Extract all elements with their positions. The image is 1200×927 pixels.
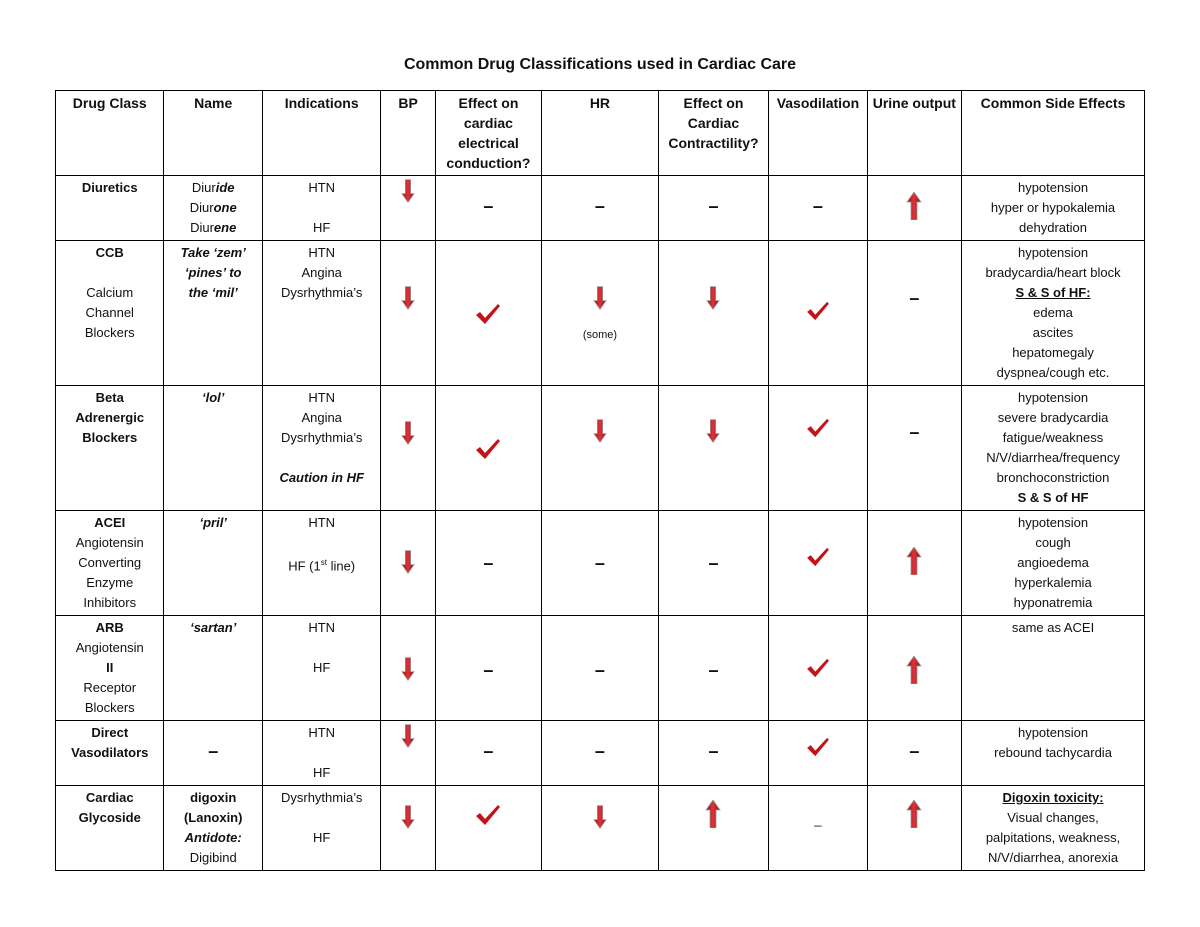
drug-name-cell bbox=[164, 176, 262, 241]
indication: HTN bbox=[308, 725, 336, 740]
bp-cell bbox=[381, 176, 435, 241]
name-stem: Diur bbox=[189, 200, 214, 215]
hr-cell bbox=[542, 616, 659, 721]
side-effect: hypotension bbox=[1017, 390, 1089, 405]
arrow-down-icon bbox=[401, 178, 415, 204]
contractility-cell bbox=[658, 721, 769, 786]
side-effect: cough bbox=[1035, 535, 1071, 550]
vasodilation-cell bbox=[769, 386, 867, 511]
side-effects-cell bbox=[962, 176, 1145, 241]
arrow-down-icon bbox=[401, 804, 415, 830]
side-effects-cell bbox=[962, 386, 1145, 511]
vasodilation-cell bbox=[769, 616, 867, 721]
table-row bbox=[56, 616, 1145, 721]
conduction-cell bbox=[435, 786, 541, 871]
table-row bbox=[56, 721, 1145, 786]
drug-name-line: ‘lol’ bbox=[202, 390, 225, 405]
side-effects-cell bbox=[962, 511, 1145, 616]
spacer bbox=[59, 263, 160, 283]
drug-class-label: Adrenergic bbox=[75, 410, 145, 425]
conduction-cell bbox=[435, 511, 541, 616]
checkmark-icon bbox=[806, 301, 830, 321]
bp-cell bbox=[381, 241, 435, 386]
side-effect: hyper or hypokalemia bbox=[990, 200, 1116, 215]
drug-name-cell bbox=[164, 386, 262, 511]
caution-note: Caution in HF bbox=[279, 470, 364, 485]
urine-output-cell bbox=[867, 511, 961, 616]
side-effect: hyponatremia bbox=[1013, 595, 1093, 610]
conduction-cell bbox=[435, 241, 541, 386]
arrow-up-icon bbox=[906, 192, 922, 220]
dash-symbol: – bbox=[708, 553, 719, 573]
header-drug-class: Drug Class bbox=[56, 91, 164, 176]
side-effects-cell bbox=[962, 616, 1145, 721]
drug-class-label: Glycoside bbox=[78, 810, 141, 825]
indications-cell bbox=[262, 721, 381, 786]
indication: Dysrhythmia’s bbox=[280, 430, 363, 445]
arrow-up-icon bbox=[906, 656, 922, 684]
dash-symbol: – bbox=[909, 741, 920, 761]
contractility-cell bbox=[658, 786, 769, 871]
indication: HF bbox=[313, 830, 331, 845]
drug-name-cell bbox=[164, 786, 262, 871]
urine-output-cell bbox=[867, 176, 961, 241]
side-effect-heading: Digoxin toxicity: bbox=[1002, 790, 1104, 805]
indication: Dysrhythmia’s bbox=[280, 285, 363, 300]
checkmark-icon bbox=[806, 547, 830, 567]
drug-name-line: ‘pines’ to bbox=[184, 265, 242, 280]
drug-class-cell bbox=[56, 511, 164, 616]
drug-classification-table bbox=[55, 90, 1145, 871]
checkmark-icon bbox=[475, 804, 501, 826]
urine-output-cell bbox=[867, 786, 961, 871]
drug-name-line: ‘pril’ bbox=[199, 515, 227, 530]
side-effect-heading: S & S of HF bbox=[1017, 490, 1089, 505]
drug-class-detail: Angiotensin bbox=[75, 535, 144, 550]
arrow-down-icon bbox=[706, 418, 720, 444]
contractility-cell bbox=[658, 511, 769, 616]
drug-name-line bbox=[167, 178, 258, 198]
drug-class-label: ARB bbox=[95, 620, 124, 635]
side-effect: bronchoconstriction bbox=[996, 470, 1110, 485]
side-effect: hypotension bbox=[1017, 725, 1089, 740]
drug-name-line: (Lanoxin) bbox=[183, 810, 243, 825]
arrow-up-icon bbox=[705, 800, 721, 828]
bp-cell bbox=[381, 386, 435, 511]
drug-name-line: the ‘mil’ bbox=[188, 285, 238, 300]
vasodilation-cell bbox=[769, 176, 867, 241]
arrow-down-icon bbox=[593, 418, 607, 444]
side-effect: dehydration bbox=[1019, 220, 1087, 235]
side-effect: hepatomegaly bbox=[1012, 345, 1094, 360]
drug-class-label: Cardiac bbox=[85, 790, 134, 805]
side-effect: N/V/diarrhea, anorexia bbox=[987, 850, 1119, 865]
dash-symbol: – bbox=[594, 553, 605, 573]
header-name: Name bbox=[164, 91, 262, 176]
dash-symbol: – bbox=[594, 196, 605, 216]
arrow-up-icon bbox=[906, 547, 922, 575]
side-effect: hyperkalemia bbox=[1014, 575, 1092, 590]
dash-symbol: – bbox=[483, 741, 494, 761]
side-effect: same as ACEI bbox=[1011, 620, 1095, 635]
table-row bbox=[56, 176, 1145, 241]
urine-output-cell bbox=[867, 241, 961, 386]
drug-class-detail: Blockers bbox=[84, 325, 135, 340]
name-suffix: ide bbox=[215, 180, 235, 195]
antidote-name: Digibind bbox=[189, 850, 237, 865]
name-stem: Diur bbox=[191, 180, 216, 195]
indication: HTN bbox=[308, 620, 336, 635]
name-suffix: ene bbox=[213, 220, 237, 235]
indications-cell bbox=[262, 616, 381, 721]
drug-class-detail: Angiotensin bbox=[75, 640, 144, 655]
antidote-label: Antidote: bbox=[184, 830, 242, 845]
header-conduction: Effect on cardiac electrical conduction? bbox=[435, 91, 541, 176]
checkmark-icon bbox=[806, 658, 830, 678]
hr-cell bbox=[542, 721, 659, 786]
dash-symbol: – bbox=[708, 660, 719, 680]
dash-symbol: – bbox=[708, 741, 719, 761]
contractility-cell bbox=[658, 616, 769, 721]
side-effect: N/V/diarrhea/frequency bbox=[986, 450, 1120, 465]
drug-class-detail: Receptor bbox=[83, 680, 137, 695]
drug-class-cell bbox=[56, 616, 164, 721]
indication: HF bbox=[313, 220, 331, 235]
arrow-down-icon bbox=[401, 723, 415, 749]
drug-name-cell bbox=[164, 511, 262, 616]
indications-cell bbox=[262, 386, 381, 511]
header-contractility: Effect on Cardiac Contractility? bbox=[658, 91, 769, 176]
side-effect: severe bradycardia bbox=[997, 410, 1109, 425]
dash-symbol: – bbox=[208, 741, 219, 761]
indication: HF bbox=[313, 765, 331, 780]
dash-symbol: – bbox=[909, 288, 920, 308]
drug-class-detail: Inhibitors bbox=[83, 595, 137, 610]
drug-class-label: Vasodilators bbox=[71, 745, 149, 760]
hr-cell bbox=[542, 386, 659, 511]
indication: HTN bbox=[308, 515, 336, 530]
side-effects-cell bbox=[962, 241, 1145, 386]
table-row bbox=[56, 386, 1145, 511]
side-effect-heading: S & S of HF: bbox=[1015, 285, 1091, 300]
urine-output-cell bbox=[867, 616, 961, 721]
indication: Angina bbox=[301, 265, 342, 280]
vasodilation-cell bbox=[769, 241, 867, 386]
drug-name-line bbox=[167, 218, 258, 238]
table-row bbox=[56, 511, 1145, 616]
vasodilation-cell bbox=[769, 721, 867, 786]
drug-class-detail: II bbox=[106, 660, 114, 675]
drug-class-cell bbox=[56, 176, 164, 241]
dash-symbol: – bbox=[594, 741, 605, 761]
arrow-down-icon bbox=[401, 549, 415, 575]
header-side-effects: Common Side Effects bbox=[962, 91, 1145, 176]
arrow-down-icon bbox=[593, 804, 607, 830]
urine-output-cell bbox=[867, 721, 961, 786]
side-effect: edema bbox=[1033, 305, 1073, 320]
conduction-cell bbox=[435, 386, 541, 511]
contractility-cell bbox=[658, 176, 769, 241]
drug-name-line bbox=[167, 198, 258, 218]
bp-cell bbox=[381, 511, 435, 616]
drug-class-label: CCB bbox=[95, 245, 124, 260]
bp-cell bbox=[381, 721, 435, 786]
name-stem: Diur bbox=[190, 220, 214, 235]
indication: Angina bbox=[301, 410, 342, 425]
drug-class-label: Diuretics bbox=[81, 180, 138, 195]
indication: HTN bbox=[308, 390, 336, 405]
drug-name-cell bbox=[164, 616, 262, 721]
side-effect: bradycardia/heart block bbox=[985, 265, 1121, 280]
indication: HTN bbox=[308, 180, 336, 195]
indication-text: line) bbox=[326, 558, 356, 574]
conduction-cell bbox=[435, 616, 541, 721]
side-effect: palpitations, weakness, bbox=[985, 830, 1121, 845]
vasodilation-cell bbox=[769, 511, 867, 616]
dash-symbol: _ bbox=[814, 812, 822, 827]
drug-name-line: ‘sartan’ bbox=[190, 620, 237, 635]
indication: HF bbox=[313, 660, 331, 675]
header-hr: HR bbox=[542, 91, 659, 176]
indication bbox=[266, 553, 378, 576]
dash-symbol: – bbox=[708, 196, 719, 216]
drug-class-detail: Converting bbox=[78, 555, 142, 570]
side-effect: rebound tachycardia bbox=[994, 745, 1112, 760]
header-indications: Indications bbox=[262, 91, 381, 176]
side-effect: ascites bbox=[1032, 325, 1074, 340]
header-vasodilation: Vasodilation bbox=[769, 91, 867, 176]
drug-class-label: Direct bbox=[91, 725, 129, 740]
drug-class-detail: Channel bbox=[85, 305, 134, 320]
indications-cell bbox=[262, 786, 381, 871]
drug-class-cell bbox=[56, 721, 164, 786]
contractility-cell bbox=[658, 241, 769, 386]
spacer bbox=[266, 743, 378, 763]
dash-symbol: – bbox=[483, 660, 494, 680]
dash-symbol: – bbox=[594, 660, 605, 680]
vasodilation-cell bbox=[769, 786, 867, 871]
arrow-down-icon bbox=[706, 285, 720, 311]
some-note: (some) bbox=[582, 329, 618, 341]
hr-cell bbox=[542, 511, 659, 616]
dash-symbol: – bbox=[909, 422, 920, 442]
side-effects-cell bbox=[962, 786, 1145, 871]
arrow-down-icon bbox=[401, 656, 415, 682]
dash-symbol: – bbox=[483, 553, 494, 573]
drug-class-cell bbox=[56, 241, 164, 386]
dash-symbol: – bbox=[812, 196, 823, 216]
arrow-down-icon bbox=[401, 285, 415, 311]
indications-cell bbox=[262, 241, 381, 386]
checkmark-icon bbox=[475, 303, 501, 325]
indication-text: HF (1 bbox=[288, 558, 321, 574]
hr-cell bbox=[542, 786, 659, 871]
header-bp: BP bbox=[381, 91, 435, 176]
table-header-row bbox=[56, 91, 1145, 176]
drug-class-cell bbox=[56, 386, 164, 511]
spacer bbox=[266, 448, 378, 468]
indications-cell bbox=[262, 176, 381, 241]
side-effect: dyspnea/cough etc. bbox=[996, 365, 1110, 380]
table-row bbox=[56, 786, 1145, 871]
conduction-cell bbox=[435, 721, 541, 786]
drug-name-cell bbox=[164, 241, 262, 386]
drug-name-line: Take ‘zem’ bbox=[180, 245, 246, 260]
indication-spacer bbox=[266, 198, 378, 218]
indication: HTN bbox=[308, 245, 336, 260]
drug-class-label: Beta bbox=[95, 390, 124, 405]
side-effect: angioedema bbox=[1017, 555, 1089, 570]
side-effect: Visual changes, bbox=[1007, 810, 1099, 825]
hr-cell bbox=[542, 176, 659, 241]
drug-class-detail: Enzyme bbox=[86, 575, 134, 590]
drug-class-label: ACEI bbox=[94, 515, 126, 530]
drug-name-cell bbox=[164, 721, 262, 786]
bp-cell bbox=[381, 616, 435, 721]
indication: Dysrhythmia’s bbox=[280, 790, 363, 805]
side-effect: hypotension bbox=[1017, 515, 1089, 530]
urine-output-cell bbox=[867, 386, 961, 511]
side-effects-cell bbox=[962, 721, 1145, 786]
checkmark-icon bbox=[806, 737, 830, 757]
arrow-up-icon bbox=[906, 800, 922, 828]
header-urine-output: Urine output bbox=[867, 91, 961, 176]
arrow-down-icon bbox=[401, 420, 415, 446]
indications-cell bbox=[262, 511, 381, 616]
spacer bbox=[266, 638, 378, 658]
name-suffix: one bbox=[213, 200, 237, 215]
drug-name-line: digoxin bbox=[190, 790, 237, 805]
document-title: Common Drug Classifications used in Cardiac Care bbox=[403, 56, 797, 73]
spacer bbox=[266, 533, 378, 553]
conduction-cell bbox=[435, 176, 541, 241]
side-effect: hypotension bbox=[1017, 180, 1089, 195]
drug-class-label: Blockers bbox=[82, 430, 138, 445]
contractility-cell bbox=[658, 386, 769, 511]
drug-class-detail: Blockers bbox=[84, 700, 135, 715]
bp-cell bbox=[381, 786, 435, 871]
side-effect: hypotension bbox=[1017, 245, 1089, 260]
table-row bbox=[56, 241, 1145, 386]
indication-superscript: st bbox=[320, 558, 327, 567]
checkmark-icon bbox=[806, 418, 830, 438]
hr-cell bbox=[542, 241, 659, 386]
drug-class-cell bbox=[56, 786, 164, 871]
spacer bbox=[266, 808, 378, 828]
dash-symbol: – bbox=[483, 196, 494, 216]
arrow-down-icon bbox=[593, 285, 607, 311]
drug-class-detail: Calcium bbox=[86, 285, 134, 300]
checkmark-icon bbox=[475, 438, 501, 460]
side-effect: fatigue/weakness bbox=[1002, 430, 1104, 445]
